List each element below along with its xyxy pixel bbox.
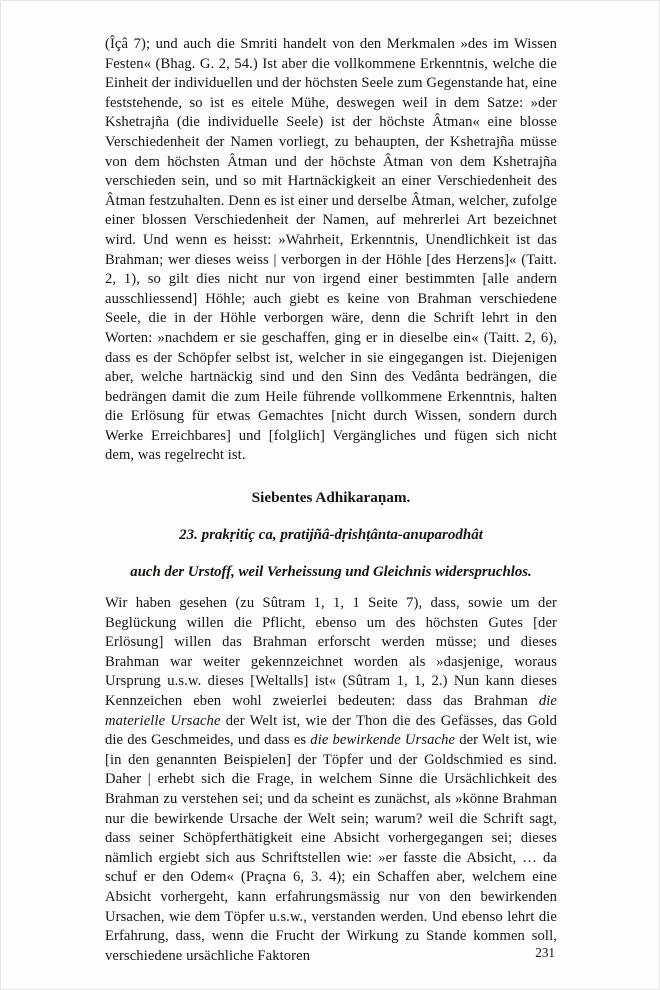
page-number: 231 — [535, 945, 555, 960]
text-run: die materielle Ursache — [105, 693, 557, 729]
text-block — [105, 35, 557, 966]
text-run: die bewirkende Ursache — [310, 732, 456, 749]
text-run: der Welt ist, wie [in den genannten Beispielen] der Töpfer und der Goldschmied es sind. Daher | erhebt sich die Frage, in welchem Sinne die Ursächlichkeit des Brahman zu verstehen sei; und da scheint es zunächst, als »könne Brahman nur die bewirkende Ursache der Welt sein; warum? weil die Schrift sagt, dass seiner Schöpferthätigkeit eine Absicht vorhergegangen sei; dieses nämlich ergiebt sich aus Schriftstellen wie: »er fasste die Absicht, … da schuf er den Odem« (Praçna 6, 3. 4); ein Schaffen aber, welchem eine Absicht vorhergeht, kann erfahrungsmässig nur von den bewirkenden Ursachen, wie dem Töpfer u.s.w., verstanden werden. Und ebenso lehrt die Erfahrung, dass, wenn die Frucht der Wirkung zu Stande kommen soll, verschiedene ursächliche Faktoren — [105, 732, 558, 964]
text-run: Wir haben gesehen (zu Sûtram 1, 1, 1 Seite 7), dass, sowie um der Beglückung willen die Pflicht, ebenso um des höchsten Gutes [der Erlösung] willen das Brahman erforscht werden müsse; und dieses Brahman war weiter gekennzeichnet worden als »dasjenige, woraus Ursprung u.s.w. dieses [Weltalls] ist« (Sûtram 1, 1, 2.) Nun kann dieses Kennzeichen eben wohl zweierlei bedeuten: dass das Brahman — [105, 595, 557, 710]
paragraph-commentary — [105, 594, 557, 966]
text-run: der Welt ist, wie der Thon die des Gefässes, das Gold die des Geschmeides, und dass es — [105, 712, 557, 749]
section-heading: Siebentes Adhikaraṇam. — [251, 489, 411, 507]
sutra-line: 23. prakṛitiç ca, pratijñâ-dṛishṭânta-anuparodhât — [179, 527, 483, 544]
paragraph-continuation — [105, 35, 557, 466]
sutra-translation: auch der Urstoff, weil Verheissung und Gleichnis widerspruchlos. — [130, 564, 532, 581]
text-run: (Îçâ 7); und auch die Smriti handelt von den Merkmalen »des im Wissen Festen« (Bhag. G. 2, 54.) Ist aber die vollkommene Erkenntnis, welche die Einheit der individuellen und der höchsten Seele zum Gegenstande hat, eine feststehende, so ist es eitele Mühe, deswegen weil in dem Satze: »der Kshetrajña (die individuelle Seele) ist der höchste Âtman« eine blosse Verschiedenheit der Namen vorliegt, zu behaupten, der Kshetrajña müsse von dem höchsten Âtman und der höchste Âtman von dem Kshetrajña verschieden sein, und so mit Hartnäckigkeit an einer Verschiedenheit des Âtman festzuhalten. Denn es ist einer und derselbe Âtman, welcher, zufolge einer blossen Verschiedenheit der Namen, auf mehrerlei Art bezeichnet wird. Und wenn es heisst: »Wahrheit, Erkenntnis, Unendlichkeit ist das Brahman; wer dieses weiss | verborgen in der Höhle [des Herzens]« (Taitt. 2, 1), so gilt dies nicht nur von irgend einer bestimmten [alle andern ausschliessend] Höhle; auch giebt es keine von Brahman verschiedene Seele, die in der Höhle verborgen wäre, denn die Schrift lehrt in den Worten: »nachdem er sie geschaffen, ging er in dieselbe ein« (Taitt. 2, 6), dass es der Schöpfer selbst ist, welcher in sie eingegangen ist. Diejenigen aber, welche hartnäckig sind und den Sinn des Vedânta bedrängen, die bedrängen damit die zum Heile führende vollkommene Erkenntnis, halten die Erlösung für etwas Gemachtes [nicht durch Wissen, sondern durch Werke Erreichbares] und [folglich] Vergängliches und fügen sich nicht dem, was regelrecht ist. — [105, 36, 557, 464]
